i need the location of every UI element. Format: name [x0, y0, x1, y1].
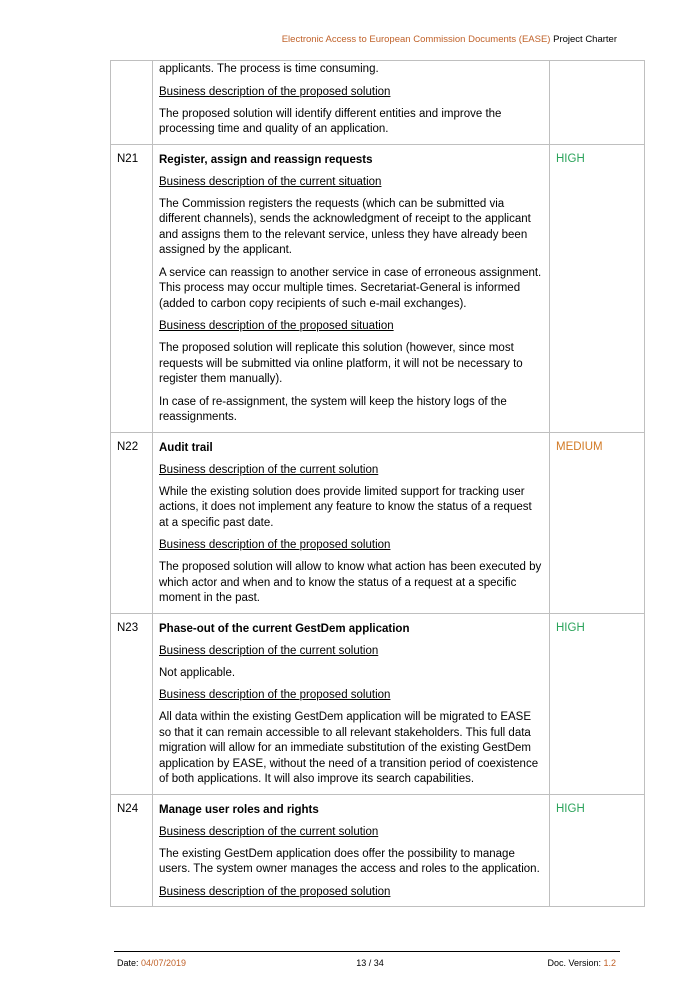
requirement-priority [550, 613, 645, 794]
requirement-row [111, 613, 645, 794]
header-doc-type: Project Charter [550, 34, 617, 45]
requirement-title: Register, assign and reassign requests [159, 153, 373, 166]
requirement-priority [550, 61, 645, 145]
section-subheading: Business description of the current solution [159, 463, 379, 476]
requirement-id: N23 [111, 613, 153, 794]
requirement-priority [550, 144, 645, 432]
requirement-id: N22 [111, 432, 153, 613]
section-subheading: Business description of the proposed solution [159, 85, 391, 98]
requirement-row [111, 794, 645, 906]
requirement-title: Manage user roles and rights [159, 803, 319, 816]
description-paragraph: The proposed solution will identify different entities and improve the processing time and quality of an application. [159, 107, 502, 135]
priority-badge: MEDIUM [556, 440, 603, 453]
description-paragraph: A service can reassign to another service in case of erroneous assignment. This process may occur multiple times. Secretariat-General is informed (added to carbon copy recipients of such e-mail exchanges). [159, 266, 542, 310]
footer-version-label: Doc. Version: [547, 958, 604, 968]
footer-divider [114, 951, 620, 952]
requirement-id: N24 [111, 794, 153, 906]
priority-badge: HIGH [556, 802, 585, 815]
description-paragraph: In case of re-assignment, the system will keep the history logs of the reassignments. [159, 395, 507, 423]
priority-badge: HIGH [556, 152, 585, 165]
requirement-description [153, 794, 550, 906]
requirement-description [153, 432, 550, 613]
requirement-priority [550, 432, 645, 613]
requirement-priority [550, 794, 645, 906]
priority-badge: HIGH [556, 621, 585, 634]
description-paragraph: applicants. The process is time consuming. [159, 63, 379, 75]
requirements-table [110, 60, 645, 907]
section-subheading: Business description of the current solution [159, 825, 379, 838]
footer-version [547, 958, 616, 968]
footer-date [117, 958, 186, 968]
requirement-id [111, 61, 153, 145]
requirement-id: N21 [111, 144, 153, 432]
section-subheading: Business description of the proposed solution [159, 885, 391, 898]
description-paragraph: The proposed solution will allow to know what action has been executed by which actor and when and to know the status of a request at a specific moment in the past. [159, 561, 542, 604]
description-paragraph: While the existing solution does provide limited support for tracking user actions, it does not implement any feature to know the status of a request at a specific past date. [159, 485, 532, 529]
requirement-description [153, 613, 550, 794]
requirement-title: Phase-out of the current GestDem application [159, 622, 410, 635]
requirement-row [111, 144, 645, 432]
section-subheading: Business description of the proposed solution [159, 539, 391, 551]
section-subheading: Business description of the current situation [159, 175, 382, 188]
footer-date-value: 04/07/2019 [141, 958, 187, 968]
section-subheading: Business description of the current solution [159, 644, 379, 657]
section-subheading: Business description of the proposed solution [159, 689, 391, 701]
header-project-name: Electronic Access to European Commission Documents (EASE) [281, 34, 551, 45]
footer-date-label: Date: [117, 958, 142, 968]
section-subheading: Business description of the proposed situation [159, 320, 394, 332]
document-header-title [282, 34, 617, 45]
description-paragraph: Not applicable. [159, 666, 236, 679]
requirement-row [111, 61, 645, 145]
requirement-title: Audit trail [159, 441, 213, 454]
requirement-description [153, 144, 550, 432]
footer-version-value: 1.2 [603, 958, 616, 968]
description-paragraph: The proposed solution will replicate this solution (however, since most requests will be submitted via online platform, it will not be necessary to register them manually). [159, 342, 523, 385]
description-paragraph: All data within the existing GestDem application will be migrated to EASE so that it can remain accessible to all relevant stakeholders. This full data migration will allow for an immediate substitution of the existing GestDem application by EASE, without the need of a transition period of coexistence of both applications. It will also improve its search capabilities. [159, 711, 539, 785]
description-paragraph: The Commission registers the requests (which can be submitted via different channels), sends the acknowledgment of receipt to the applicant and assigns them to the relevant service, unless they have already been assigned by the applicant. [159, 197, 531, 256]
footer-page-number: 13 / 34 [356, 958, 384, 968]
requirement-description [153, 61, 550, 145]
description-paragraph: The existing GestDem application does offer the possibility to manage users. The system owner manages the access and roles to the application. [159, 847, 540, 875]
requirement-row [111, 432, 645, 613]
